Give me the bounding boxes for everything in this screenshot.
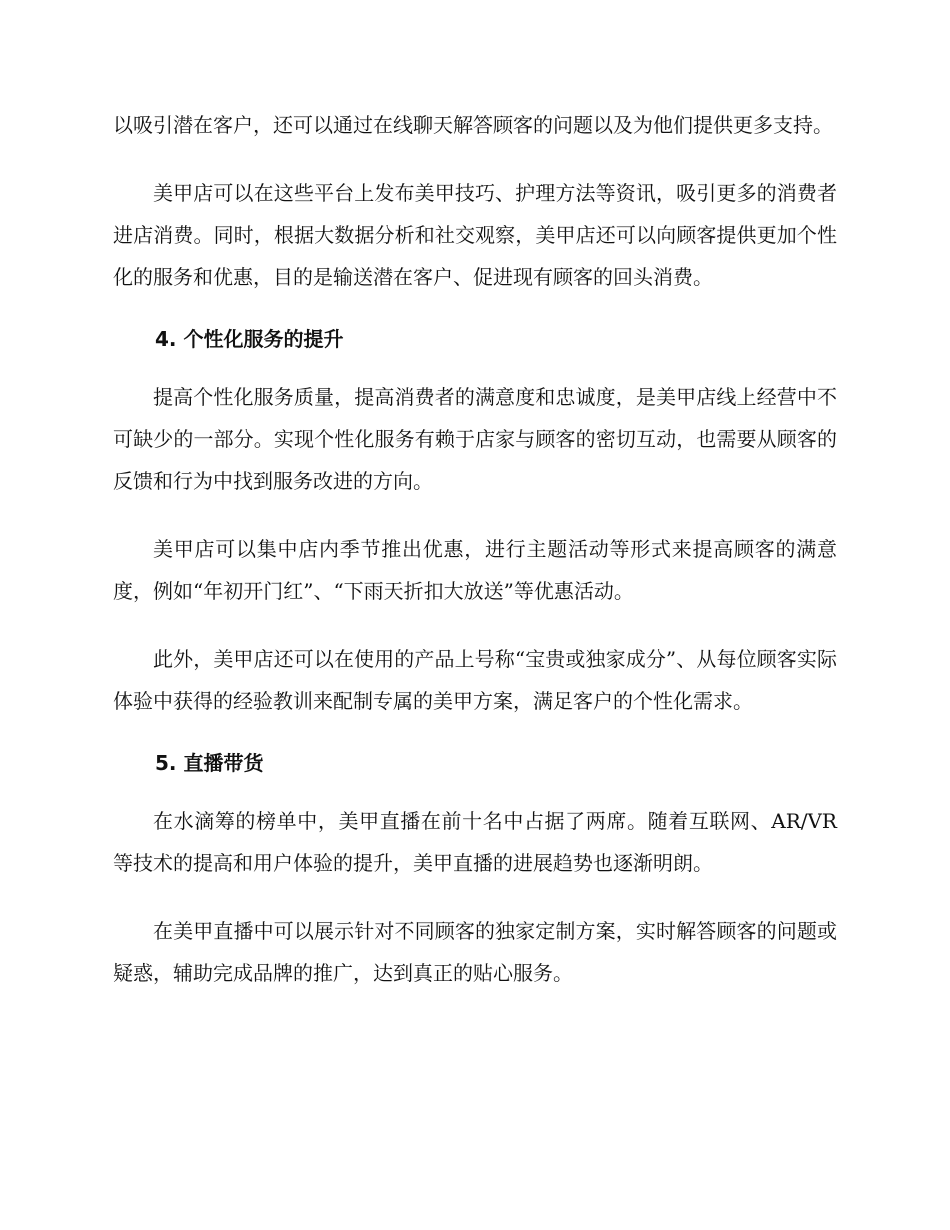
paragraph-seasonal-promotions: 美甲店可以集中店内季节推出优惠，进行主题活动等形式来提高顾客的满意度，例如“年初开门红”、“下雨天折扣大放送”等优惠活动。 [113, 537, 837, 603]
paragraph-platform-content: 美甲店可以在这些平台上发布美甲技巧、护理方法等资讯，吸引更多的消费者进店消费。同时，根据大数据分析和社交观察，美甲店还可以向顾客提供更加个性化的服务和优惠，目的是输送潜在客户、促进现有顾客的回头消费。 [113, 181, 837, 289]
paragraph-custom-products: 此外，美甲店还可以在使用的产品上号称“宝贵或独家成分”、从每位顾客实际体验中获得的经验教训来配制专属的美甲方案，满足客户的个性化需求。 [113, 647, 837, 713]
paragraph-personalized-quality: 提高个性化服务质量，提高消费者的满意度和忠诚度，是美甲店线上经营中不可缺少的一部分。实现个性化服务有赖于店家与顾客的密切互动，也需要从顾客的反馈和行为中找到服务改进的方向。 [113, 385, 837, 493]
paragraph-intro-continuation: 以吸引潜在客户，还可以通过在线聊天解答顾客的问题以及为他们提供更多支持。 [113, 113, 833, 137]
section-heading-personalized-service: 4. 个性化服务的提升 [155, 327, 344, 351]
document-page [113, 104, 837, 1020]
paragraph-live-ranking: 在水滴筹的榜单中，美甲直播在前十名中占据了两席。随着互联网、AR/VR 等技术的提高和用户体验的提升，美甲直播的进展趋势也逐渐明朗。 [113, 809, 837, 875]
paragraph-live-custom-plans: 在美甲直播中可以展示针对不同顾客的独家定制方案，实时解答顾客的问题或疑惑，辅助完成品牌的推广，达到真正的贴心服务。 [113, 919, 837, 985]
section-heading-live-streaming: 5. 直播带货 [155, 751, 264, 775]
